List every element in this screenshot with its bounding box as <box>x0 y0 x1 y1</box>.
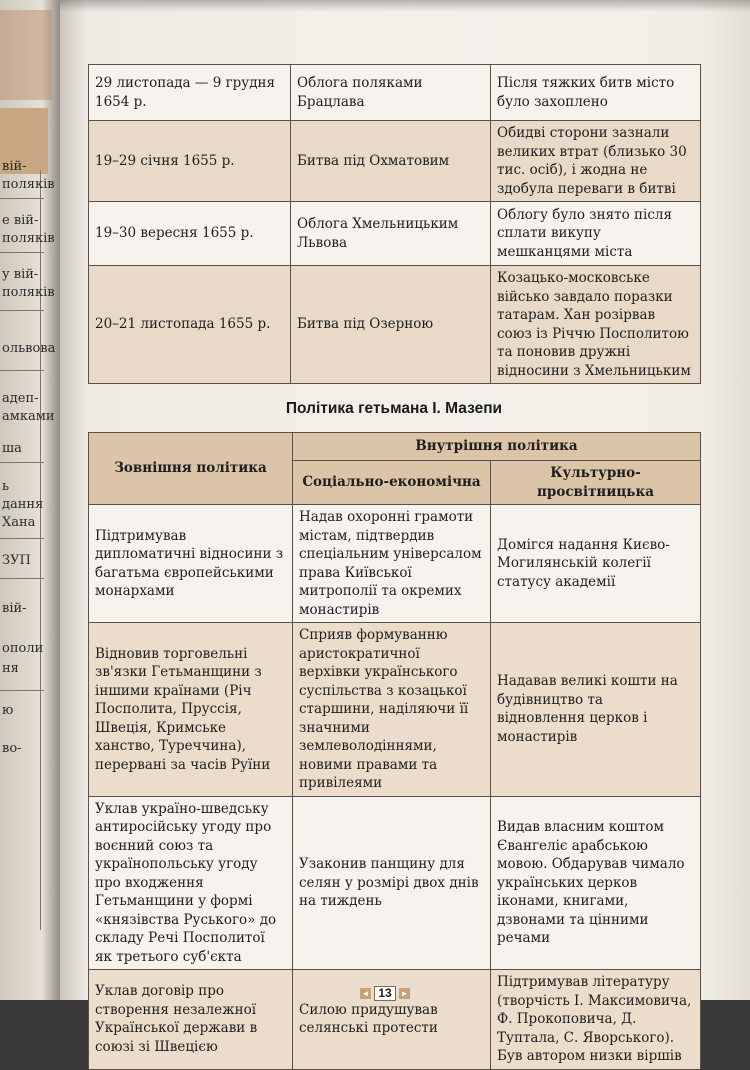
adjacent-page-band <box>0 10 52 100</box>
external-cell: Уклав україно-шведську антиросійську угоду про воєнний союз та українопольську угоду про входження Гетьманщини у формі «князівства Руського» до складу Речі Посполитої як третього суб'єкта <box>89 796 293 970</box>
socio-cell: Силою придушував селянські протести <box>293 970 491 1070</box>
adjacent-text: е вій- <box>2 213 39 228</box>
adjacent-text: Хана <box>2 515 36 530</box>
event-cell: Битва під Озерною <box>291 266 491 384</box>
result-cell: Облогу було знято після сплати викупу мешканцями міста <box>491 202 701 266</box>
book-page <box>60 0 750 1064</box>
adjacent-text: у вій- <box>2 267 39 282</box>
adjacent-text: ю <box>2 703 14 718</box>
adjacent-text: амками <box>2 409 55 424</box>
prev-page-icon: ◄ <box>361 989 370 999</box>
date-cell: 20–21 листопада 1655 р. <box>89 266 291 384</box>
adjacent-page <box>0 0 60 1000</box>
table-row <box>89 266 701 384</box>
cultural-cell: Підтримував літературу (творчість І. Максимовича, Ф. Прокоповича, Д. Туптала, С. Яворського). Був автором низки віршів <box>491 970 701 1070</box>
battles-table <box>88 64 701 384</box>
result-cell: Після тяжких битв місто було захоплено <box>491 65 701 121</box>
external-cell: Уклав договір про створення незалежної Української держави в союзі зі Швецією <box>89 970 293 1070</box>
mazepa-policy-table <box>88 432 701 1070</box>
result-cell: Обидві сторони зазнали великих втрат (близько 30 тис. осіб), і жодна не здобула переваги в битві <box>491 121 701 202</box>
table-row <box>89 970 701 1070</box>
cultural-cell: Видав власним коштом Євангеліє арабською мовою. Обдарував чимало українських церков іконами, книгами, дзвонами та цінними речами <box>491 796 701 970</box>
table-row <box>89 796 701 970</box>
table-row <box>89 121 701 202</box>
adjacent-text: ь <box>2 479 10 494</box>
header-row <box>89 433 701 461</box>
adjacent-text: адеп- <box>2 391 39 406</box>
next-page-icon: ► <box>400 989 409 999</box>
adjacent-text: поляків <box>2 231 55 246</box>
event-cell: Облога Хмельницьким Львова <box>291 202 491 266</box>
page-number: 13 <box>374 986 395 1001</box>
external-policy-header: Зовнішня політика <box>89 433 293 505</box>
table-row <box>89 505 701 623</box>
internal-policy-header: Внутрішня політика <box>293 433 701 461</box>
adjacent-text: вій- <box>2 159 27 174</box>
adjacent-text: поляків <box>2 285 55 300</box>
adjacent-text: ольвова <box>2 341 56 356</box>
table-row <box>89 65 701 121</box>
adjacent-text: дання <box>2 497 44 512</box>
socio-cell: Узаконив панщину для селян у розмірі двох днів на тиждень <box>293 796 491 970</box>
adjacent-text: ня <box>2 661 19 676</box>
date-cell: 19–30 вересня 1655 р. <box>89 202 291 266</box>
table-row <box>89 623 701 797</box>
external-cell: Відновив торговельні зв'язки Гетьманщини з іншими країнами (Річ Посполита, Пруссія, Швеція, Кримське ханство, Туреччина), перервані за часів Руїни <box>89 623 293 797</box>
adjacent-text: ополи <box>2 641 44 656</box>
adjacent-text: во- <box>2 741 22 756</box>
socio-economic-header: Соціально-економічна <box>293 461 491 505</box>
adjacent-text: ЗУП <box>2 553 31 568</box>
cultural-cell: Домігся надання Києво-Могилянській колегії статусу академії <box>491 505 701 623</box>
cultural-header: Культурно-просвітницька <box>491 461 701 505</box>
cultural-cell: Надавав великі кошти на будівництво та відновлення церков і монастирів <box>491 623 701 797</box>
adjacent-text: поляків <box>2 177 55 192</box>
date-cell: 19–29 січня 1655 р. <box>89 121 291 202</box>
table-row <box>89 202 701 266</box>
event-cell: Облога поляками Брацлава <box>291 65 491 121</box>
date-cell: 29 листопада — 9 грудня 1654 р. <box>89 65 291 121</box>
adjacent-text: ша <box>2 441 22 456</box>
socio-cell: Сприяв формуванню аристократичної верхівки українського суспільства з козацької старшини, наділяючи її значними землеволодіннями, новими правами та привілеями <box>293 623 491 797</box>
section-title: Політика гетьмана І. Мазепи <box>285 400 503 417</box>
adjacent-text: вій- <box>2 601 27 616</box>
external-cell: Підтримував дипломатичні відносини з багатьма європейськими монархами <box>89 505 293 623</box>
result-cell: Козацько-московське військо завдало поразки татарам. Хан розірвав союз із Річчю Посполитою та поновив дружні відносини з Хмельницьким <box>491 266 701 384</box>
socio-cell: Надав охоронні грамоти містам, підтвердив спеціальним універсалом права Київської митрополії та окремих монастирів <box>293 505 491 623</box>
event-cell: Битва під Охматовим <box>291 121 491 202</box>
